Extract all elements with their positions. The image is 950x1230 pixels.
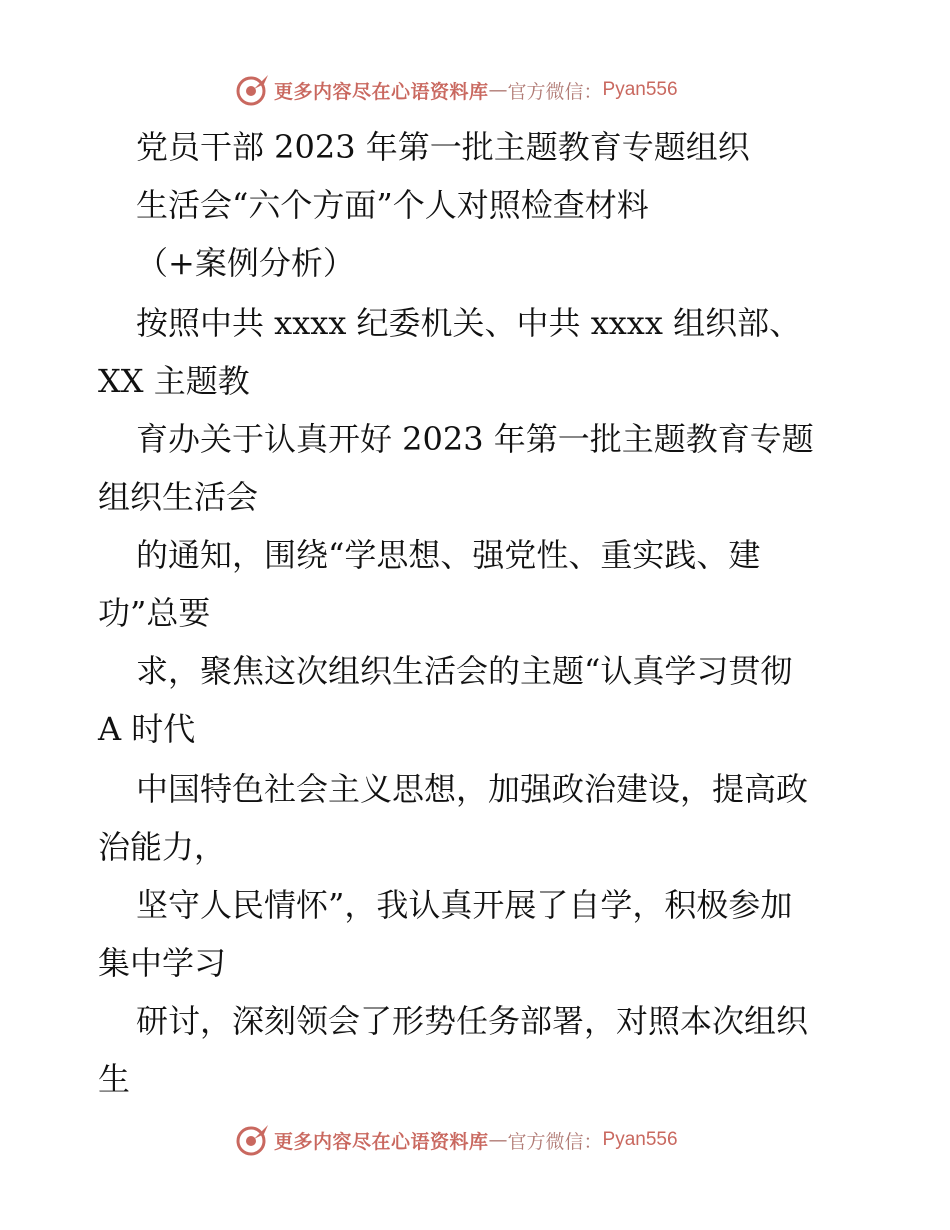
- doc-paragraph-line: A 时代: [98, 710, 196, 748]
- watermark-official-label: 官方微信：: [507, 1130, 603, 1153]
- doc-paragraph-line: 功”总要: [98, 594, 211, 632]
- doc-paragraph-line: 按照中共 xxxx 纪委机关、中共 xxxx 组织部、: [136, 304, 802, 342]
- watermark-official-label: 官方微信：: [507, 80, 603, 103]
- doc-paragraph-line: 治能力，: [98, 828, 227, 866]
- quill-logo-icon: [234, 72, 270, 108]
- doc-paragraph-line: 组织生活会: [98, 478, 259, 516]
- watermark-account: Pyan556: [602, 1129, 678, 1150]
- doc-paragraph-line: 集中学习: [98, 944, 227, 982]
- doc-paragraph-line: 研讨，深刻领会了形势任务部署，对照本次组织: [136, 1002, 809, 1040]
- doc-paragraph-line: 育办关于认真开好 2023 年第一批主题教育专题: [136, 420, 814, 458]
- watermark-account: Pyan556: [602, 79, 678, 100]
- doc-paragraph-line: 坚守人民情怀”，我认真开展了自学，积极参加: [136, 886, 793, 924]
- quill-logo-icon: [234, 1122, 270, 1158]
- doc-paragraph-line: 的通知，围绕“学思想、强党性、重实践、建: [136, 536, 761, 574]
- doc-title-line-1: 党员干部 2023 年第一批主题教育专题组织: [136, 128, 750, 166]
- doc-paragraph-line: XX 主题教: [98, 362, 250, 400]
- doc-paragraph-line: 求，聚焦这次组织生活会的主题“认真学习贯彻: [136, 652, 793, 690]
- doc-title-line-3: （+案例分析）: [136, 244, 355, 282]
- doc-paragraph-line: 中国特色社会主义思想，加强政治建设，提高政: [136, 770, 809, 808]
- doc-paragraph-line: 生: [98, 1060, 131, 1098]
- footer-watermark: [234, 1120, 678, 1160]
- doc-title-line-2: 生活会“六个方面”个人对照检查材料: [136, 186, 649, 224]
- header-watermark: [234, 70, 678, 110]
- watermark-text: 更多内容尽在心语资料库: [274, 1130, 489, 1153]
- watermark-dash: —: [488, 79, 508, 101]
- watermark-text: 更多内容尽在心语资料库: [274, 80, 489, 103]
- watermark-dash: —: [488, 1129, 508, 1151]
